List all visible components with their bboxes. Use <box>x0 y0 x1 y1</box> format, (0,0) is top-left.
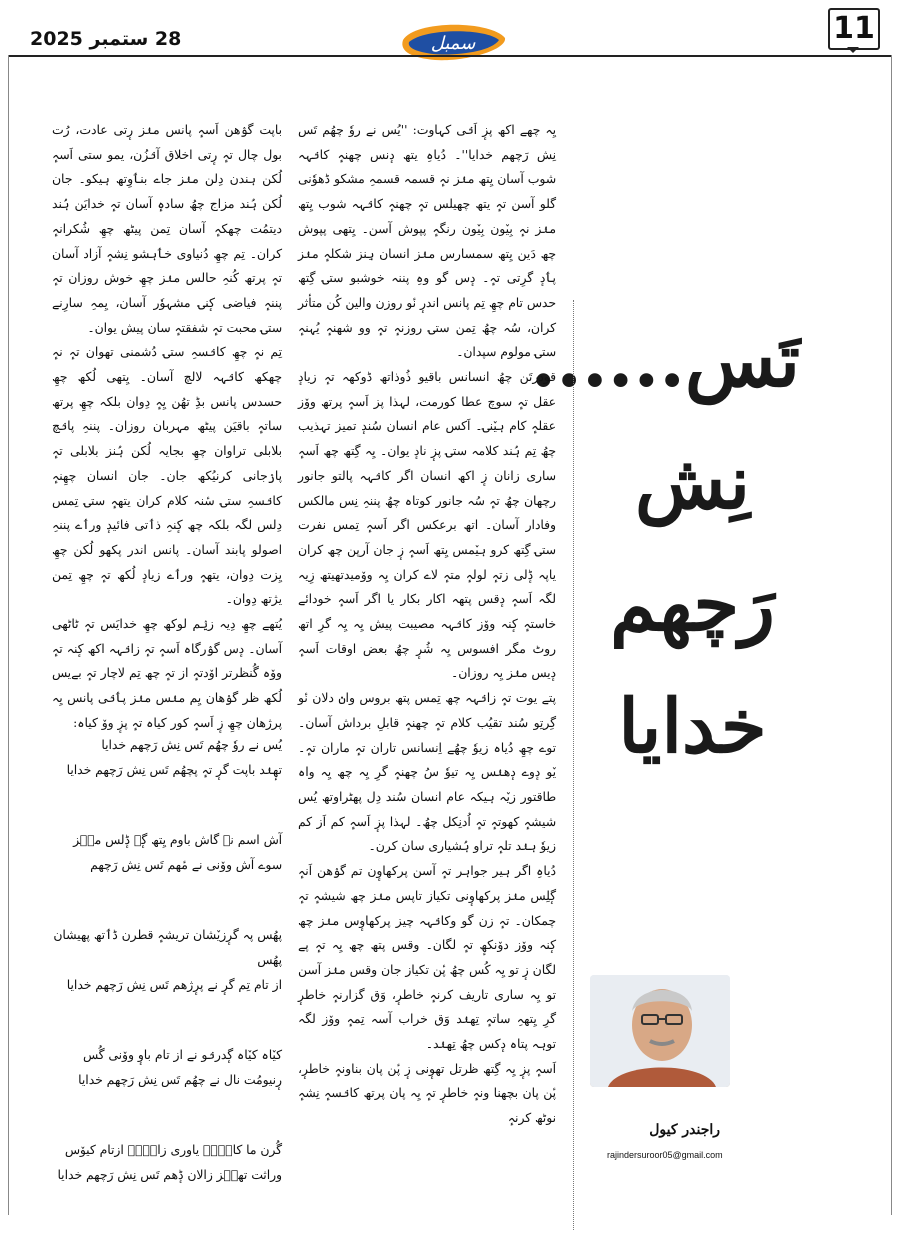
paragraph: تِم نہٕ چھِ کانٛسہِ ستۍ دُشمنی تھوان تہٕ نہٕ چھکھ کانٛہہ لالچ آسان۔ یِتھی لُکھ چھِ حسدس پانس بڈِ تھُن یِہٕ دِوان بلکہ چھِ پرتھ ساتہٕ باقیَن پیٹھ مہربان روزان۔ پننہِ پانٛچ بلابلی تراوان چھِ بجایہ لُکن ہُنز بلابلی تہٕ پارٛجانی کرنیُکھ جان۔ جان انسان چھِنہٕ کانٛسہِ ستۍ سٔنہ کلام کران یتھہٕ ستۍ تِمس دِلس لگہ بلکہ چھ کٕنہِ ذٲتی فائیدٕ ورٲے پننہِ اصولو پابند آسان۔ پانس اندر پکھو لُکن چھِ یِزت دِوان، یتھہٕ ورٲے زیادٕ لُکھ تہٕ چھِ تِمن یژتھ دِوان۔ <box>52 345 282 607</box>
left-border <box>8 55 9 1215</box>
author-portrait-graphic <box>590 975 730 1087</box>
author-name: راجندر کیول <box>649 1122 720 1138</box>
title-line: رَچھم <box>610 562 775 648</box>
poem-line: وراثت تھنٛز زالان ڈٕھم تَس نِش رَچھم خدایا <box>57 1168 282 1182</box>
page-number-tab <box>847 47 859 53</box>
paragraph: اَسہٕ پزٕ یِہ گِتھ ظرتل تھوٕنی زٕ پٔن پان بناونہٕ خاطرٕ، پٔن پان بچھنا ونہٕ خاطرٕ تہٕ یِہ پان پرتھ کانٛسہٕ نِشہٕ نوٹھ کرنہٕ <box>298 1061 556 1126</box>
paragraph: باپت گوٛھن اَسہٕ پانس منٛز رٕتی عادت، رُت بول چال تہٕ رٕتی اخلاق آنٛزُن، یمو ستی اَسہٕ لُکن ہندن دِلن منٛز جاے بنٲوِتھ ہیکو۔ جان لُکن ہُند مزاج چھُ سادہٕ آسان تہٕ خدایَن ہُند دیتمُت چھکہٕ آسان تِمن پیٹھ چھِ شُکرانہٕ کران۔ تِم چھِ دُنیاوی خٲہشو نِشہٕ آزاد آسان تہٕ پرتھ کُنہِ حالس منٛز چھِ خوش روزان تہٕ پننہٕ فیاضی کٕنۍ مشہوٗر آسان، یِمہِ سارِنے ستۍ محبت تہٕ شفقتہٕ سان پیش یوان۔ <box>52 123 282 335</box>
poem-line: کیٚاہ کیٚاہ گٕدرنٛو نے از تام باوٕ ووٚنی گُس <box>82 1048 282 1062</box>
article-column-right <box>298 118 556 1131</box>
article-title <box>530 300 800 800</box>
poem-line: گُرن ما کانٛہہ یاوری زانٛہہ ازتام کیوٚس <box>64 1143 282 1157</box>
newspaper-logo <box>395 18 510 66</box>
paragraph: قودرتَن چھُ انسانس باقیو ذُوذاتھ ڈوکھہ تہٕ زیادٕ عقل تہٕ سوچ عطا کورمت، لہذا پز اَسہٕ پرتھ ووٚز عقلہٕ کام ہیٚنۍ۔ اَکس عام انسان سُندٕ تمیز تہذیب چھُ تِم ہُند کلامہ ستۍ پزٕ نادٕ یوان۔ یِہ گِتھ چھ اَسہٕ ساری زانان زٕ اکھ انسان اگر کانٛہہ پالتو جانور رچھان چھُ تہٕ سُہ جانور کوتاہ چھُ پننہِ نِس مالکس وفادار آسان۔ اتھ برعکس اگر اَسہٕ تِمس نفرت ستۍ گِتھ کرو ہیٚمس یِتھ اَسہٕ زٕ جان آرپن چھ کران یاپہ ڈٕلی زتہٕ لولہٕ متہٕ لاے کران یِہ ووٚمیدتھیتھ زِیہ لگہ اَسہٕ دٕقس پتھہ اکار بکار یا اگر اَسہٕ خودائے خاستہٕ کٕنہ ووٚز کانٛہہ مصیبت پیش یِہ یِہ گرِ اتھ روٹ مگر افسوس یِہ شُرٕ چھُ بعض اوقات اَسہٕ دٕیس منٛز یِہ روزان۔ <box>298 370 556 681</box>
poem-stanza <box>52 923 282 998</box>
poem-stanza <box>52 1138 282 1188</box>
title-line: نِش <box>635 440 750 526</box>
poem-line: از تام تِم گرٕ نے پرٕژھم تَس نِش رَچھم خدایا <box>66 978 282 992</box>
article-column-left <box>52 118 282 736</box>
poem-stanza <box>52 828 282 878</box>
title-line: تَس...... <box>530 318 800 404</box>
poem-line: تھٕنٛد باپت گرٕ تہٕ پچھُم تَس نِش رَچھم خدایا <box>66 763 282 777</box>
title-line: خدایا <box>618 684 767 770</box>
poem-line: سوے آش ووٚنی نے مٔھم تَس نِش رَچھم <box>90 858 282 872</box>
poem-line: رٕنیومُت نال نے چھُم تَس نِش رَچھم خدایا <box>78 1073 282 1087</box>
author-email: rajindersuroor05@gmail.com <box>607 1150 723 1160</box>
poem-stanza <box>52 1043 282 1093</box>
poem-line: پھُس پہ گرٕزیٚشان تریشہٕ قطرن ڈٲتھ پھیشان پھُس <box>53 928 282 967</box>
author-photo <box>590 975 730 1087</box>
newspaper-logo-graphic <box>395 18 510 66</box>
paragraph: یُتھے چھِ دِیہ زیٛم لوکھ چھِ خدایَس تہٕ ٹاٹھی آسان۔ دٕس گوٛرگاہ اَسہٕ تہٕ زانٛہہ اکھ کٕنہ تہٕ ووٚہ گُنظرتر اوٚدتہٕ از تہٕ چھ تِم لاچار تہٕ بےیس لُکھ ظر گوٛھان یِم منٛس منٛز پٲنٛی پانس یِہ پرژھان چھِ زٕ اَسہٕ کور کیاہ تہٕ پزٕ ووٚ کیاہ: <box>52 617 282 730</box>
page-number: 11 <box>828 8 880 50</box>
poem <box>52 733 282 1233</box>
column-separator <box>573 300 574 1230</box>
paragraph: پتے یوت تہٕ زانٛہہ چھ تِمس پتھ بروس وانٛ دلان نٔو گِرتِو سُند تقیُب کلام تہٕ چھنہٕ قابلِ برداش آسان۔ توے چھِ دُیاہ زیوٗ چھُے اِنسانس تاران تہٕ ماران تہٕ۔ یٚو دٕوے دٕھنٛس یِہ تیوٗ سُ چھنہٕ گرِ یِہ چھ یِہ واہ طاقتور زیٚہ ہیکہ عام انسان سُند دِل پھٹراوتھ یُس شیشہٕ کھوتہٕ تہٕ اُدنِکل چھُ۔ لہذا پزٕ اَسہٕ کم اَز کم زیوٗ ہنٛد تلہٕ تراو ہُشیاری سان کرن۔ <box>298 691 556 854</box>
poem-line: یُس نے روٗ چھُم تَس نِش رَچھم خدایا <box>101 738 282 752</box>
poem-stanza <box>52 733 282 783</box>
right-border <box>891 55 892 1215</box>
issue-date: 28 ستمبر 2025 <box>30 28 182 50</box>
paragraph: یِہ چھے اکھ پزٕ اَنٛی کہاوت: ''یُس نے روٗ چھُم تَس نِش رَچھم خدایا''۔ دُیاہِ یتھ دٕنس چھنہٕ کانٛہہ شوب آسان یِتھ منٛز نہٕ قسمہ قسمہِ مشکو ڈھوٗنی گلو آسن تہٕ یتھ چھیلس تہٕ چھنہٕ کانٛہہ شوب یِتھ منٛز نہٕ بِیٚون بِیٚون رنگہٕ پپوش آسن۔ یِتھی پپوش چھ دَین یِتھ سمسارس منٛز انسان ہِنز شکلہٕ منٛز پٲدٕ گرِتی تہٕ۔ دٕس گو وہِ پننہ خوشبو ستۍ گِتھ حدس تام چھِ تِم پانس اندرٕ نٔو روزن والین کُن متأثر کران، سُہ چھُ تِمن ستۍ روزنہٕ تہٕ وو شھنہٕ یُہنہٕ ستۍ مولوم سپدان۔ <box>298 123 556 360</box>
paragraph: دُیاہِ اگر ہیر جواہر تہٕ آسن پرکھاوٕن تم گوٛھن اَنہٕ گٕلِس منٛز پرکھاوٕنی تکیاز تاپس منٛز چھ شیشہٕ تہٕ چمکان۔ تہٕ زن گو وکانٛہہ چیز پرکھاوٕس منٛز چھ کٕنہ ووٚز دوٚنکھٕ تہٕ لگان۔ وقس پتھ چھ یِہ تہٕ پے لگان زٕ تو یِہ کُس چھُ پٔن تکیاز جان وقس منٛز آسن تو یِہ ساری تاریف کرنہٕ خاطرٕ، وَق گزارنہٕ خاطرٕ گرِ یِتھہِ ساتہٕ تِھنٛد وَق خراب آسہ تِمہٕ ووٚز لگہ توہہ پتاہ دٕکس چھُ تِھنٛد۔ <box>298 864 556 1052</box>
header-rule <box>8 55 892 57</box>
poem-line: آش اسم نے گاش باوم یِتھ گٕہ ڈٕلس منٛز <box>73 833 282 847</box>
logo-text: سمبل <box>430 33 476 54</box>
